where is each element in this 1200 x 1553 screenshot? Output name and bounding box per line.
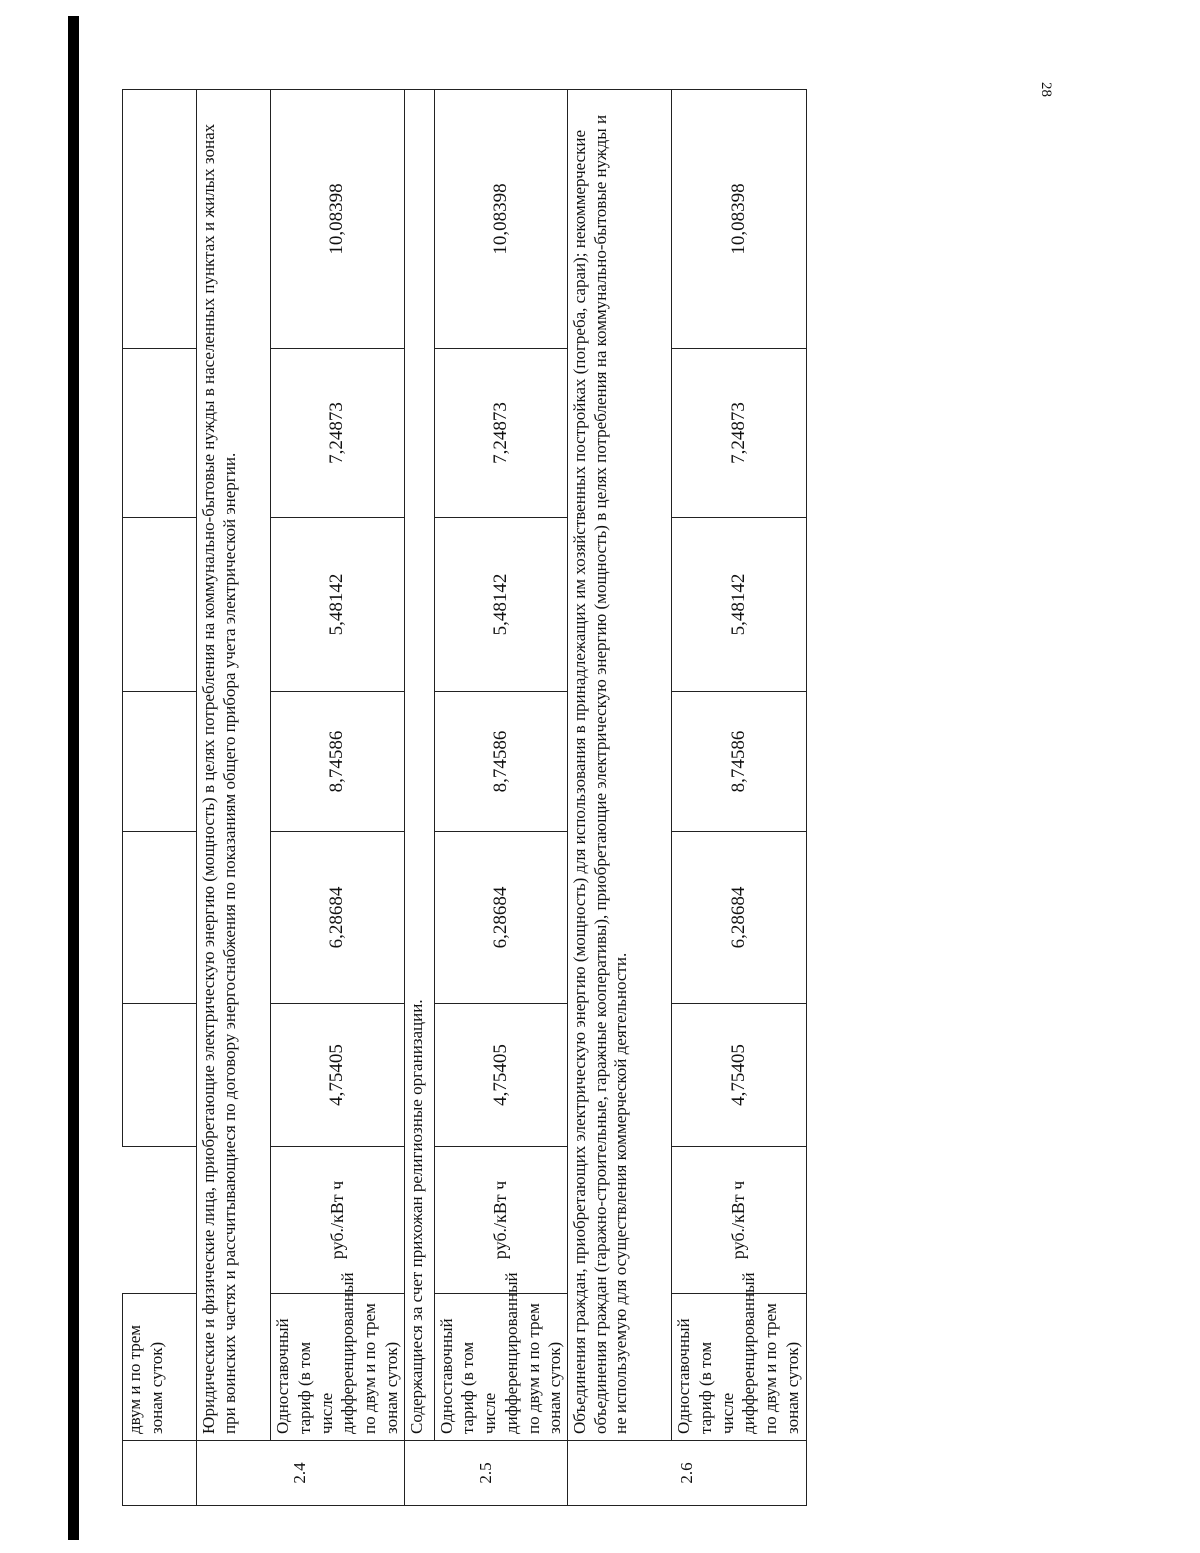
value-cell: 10,08398 xyxy=(434,90,568,349)
value-cell: 6,28684 xyxy=(672,832,807,1004)
value-cell xyxy=(123,832,197,1004)
value-cell: 8,74586 xyxy=(271,692,405,832)
table-row-continuation xyxy=(123,90,197,1506)
unit-cell: руб./кВт ч xyxy=(271,1147,405,1294)
table-row xyxy=(271,90,405,1506)
value-cell: 10,08398 xyxy=(271,90,405,349)
value-cell: 4,75405 xyxy=(271,1004,405,1147)
row-number-cell xyxy=(123,1441,197,1506)
tariff-table-rotated xyxy=(122,90,802,1506)
value-cell: 7,24873 xyxy=(672,349,807,518)
value-cell xyxy=(123,518,197,692)
value-cell: 5,48142 xyxy=(271,518,405,692)
value-cell: 7,24873 xyxy=(434,349,568,518)
row-desc-cell: двум и по трем зонам суток) xyxy=(123,1294,197,1441)
tariff-table xyxy=(122,89,807,1506)
value-cell: 10,08398 xyxy=(672,90,807,349)
unit-cell xyxy=(123,1147,197,1294)
group-header: Объединения граждан, приобретающих электрическую энергию (мощность) для использования в принадлежащих им хозяйственных постройках (погреба, сараи); некоммерческие объединения граждан (гаражно-строительные, гаражные кооперативы), приобретающие электрическую энергию (мощность) в целях потребления на коммунально-бытовые нужды и не используемую для осуществления коммерческой деятельности. xyxy=(568,90,672,1441)
value-cell xyxy=(123,1004,197,1147)
row-number-cell: 2.6 xyxy=(568,1441,807,1506)
value-cell: 6,28684 xyxy=(434,832,568,1004)
group-header-row xyxy=(197,90,271,1506)
value-cell: 7,24873 xyxy=(271,349,405,518)
value-cell: 8,74586 xyxy=(672,692,807,832)
value-cell: 4,75405 xyxy=(672,1004,807,1147)
tariff-desc: Одноставочный тариф (в том числе дифференцированный по двум и по трем зонам суток) xyxy=(672,1294,807,1441)
value-cell: 5,48142 xyxy=(434,518,568,692)
page-number: 28 xyxy=(1038,82,1054,97)
value-cell: 6,28684 xyxy=(271,832,405,1004)
table-row xyxy=(434,90,568,1506)
row-number-cell: 2.4 xyxy=(197,1441,405,1506)
row-number-cell: 2.5 xyxy=(404,1441,568,1506)
group-header: Содержащиеся за счет прихожан религиозные организации. xyxy=(404,90,434,1441)
value-cell xyxy=(123,349,197,518)
unit-cell: руб./кВт ч xyxy=(672,1147,807,1294)
value-cell: 8,74586 xyxy=(434,692,568,832)
tariff-desc: Одноставочный тариф (в том числе дифференцированный по двум и по трем зонам суток) xyxy=(271,1294,405,1441)
value-cell xyxy=(123,90,197,349)
group-header: Юридические и физические лица, приобретающие электрическую энергию (мощность) в целях потребления на коммунально-бытовые нужды в населенных пунктах и жилых зонах при воинских частях и рассчитывающиеся по договору энергоснабжения по показаниям общего прибора учета электрической энергии. xyxy=(197,90,271,1441)
unit-cell: руб./кВт ч xyxy=(434,1147,568,1294)
binding-bar xyxy=(68,16,79,1540)
value-cell: 5,48142 xyxy=(672,518,807,692)
group-header-row xyxy=(404,90,434,1506)
value-cell xyxy=(123,692,197,832)
group-header-row xyxy=(568,90,672,1506)
table-row xyxy=(672,90,807,1506)
tariff-desc: Одноставочный тариф (в том числе дифференцированный по двум и по трем зонам суток) xyxy=(434,1294,568,1441)
value-cell: 4,75405 xyxy=(434,1004,568,1147)
